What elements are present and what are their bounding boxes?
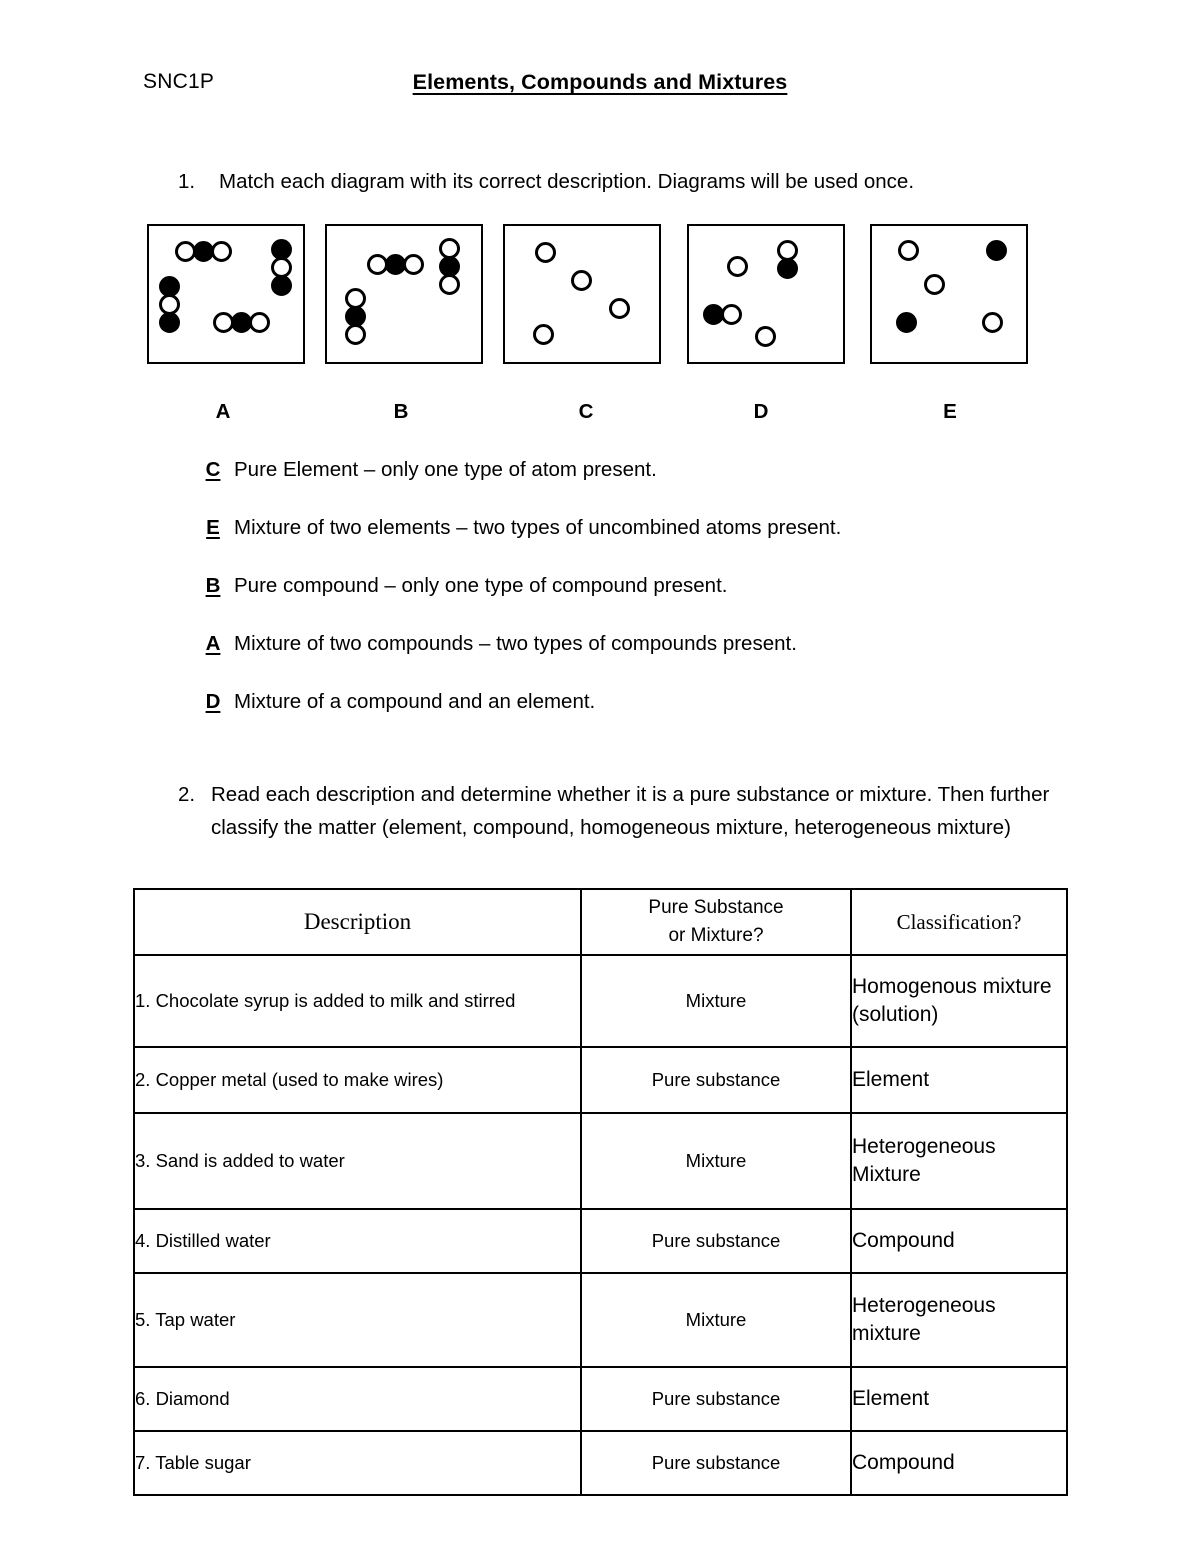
matching-answers: [196, 458, 1096, 748]
atom-white: [535, 242, 556, 263]
atom-white: [249, 312, 270, 333]
table-body: [134, 955, 1067, 1495]
row-4-description: 4. Distilled water: [134, 1209, 581, 1273]
row-7-description: 7. Table sugar: [134, 1431, 581, 1495]
question-1-number: 1.: [178, 170, 196, 193]
row-2-description: 2. Copper metal (used to make wires): [134, 1047, 581, 1113]
answer-letter-4[interactable]: A: [205, 632, 221, 655]
atom-white: [982, 312, 1003, 333]
diagram-label-b: B: [393, 400, 409, 423]
answer-letter-1[interactable]: C: [205, 458, 221, 481]
diagram-boxes-row: [0, 224, 1200, 370]
row-7-classification[interactable]: Compound: [851, 1431, 1067, 1495]
column-header-pure-or-mixture-line1: Pure Substance: [648, 897, 784, 919]
diagram-labels-row: [0, 400, 1200, 428]
diagram-box-b: [325, 224, 483, 364]
answer-line-3: [196, 574, 1096, 632]
column-header-description: Description: [134, 889, 581, 955]
atom-white: [755, 326, 776, 347]
question-1-text: Match each diagram with its correct description. Diagrams will be used once.: [219, 170, 915, 193]
row-5-classification[interactable]: Heterogeneous mixture: [851, 1273, 1067, 1367]
diagram-label-d: D: [753, 400, 769, 423]
answer-line-4: [196, 632, 1096, 690]
row-1-pure-or-mixture[interactable]: Mixture: [581, 955, 851, 1047]
atom-white: [898, 240, 919, 261]
column-header-pure-or-mixture-line2: or Mixture?: [668, 925, 764, 946]
atom-white: [439, 274, 460, 295]
diagram-label-e: E: [943, 400, 957, 423]
row-6-pure-or-mixture[interactable]: Pure substance: [581, 1367, 851, 1431]
row-5-description: 5. Tap water: [134, 1273, 581, 1367]
column-header-pure-or-mixture: [581, 889, 851, 955]
atom-white: [533, 324, 554, 345]
question-2-text: Read each description and determine whether it is a pure substance or mixture. Then further classify the matter (element, compound, homogeneous mixture, heterogeneous mixture): [211, 783, 1050, 840]
atom-white: [403, 254, 424, 275]
answer-line-2: [196, 516, 1096, 574]
atom-white: [345, 324, 366, 345]
page-title: Elements, Compounds and Mixtures: [412, 70, 788, 94]
answer-line-5: [196, 690, 1096, 748]
row-4-classification[interactable]: Compound: [851, 1209, 1067, 1273]
question-1: [178, 168, 1058, 196]
row-3-classification[interactable]: Heterogeneous Mixture: [851, 1113, 1067, 1209]
answer-description-1: Pure Element – only one type of atom present.: [234, 458, 657, 481]
atom-black: [986, 240, 1007, 261]
classification-table-wrapper: [133, 888, 1068, 1496]
table-header: [134, 889, 1067, 955]
diagram-label-a: A: [215, 400, 231, 423]
answer-line-1: [196, 458, 1096, 516]
table-row: [134, 1113, 1067, 1209]
atom-white: [571, 270, 592, 291]
table-row: [134, 955, 1067, 1047]
answer-letter-3[interactable]: B: [205, 574, 221, 597]
diagram-box-d: [687, 224, 845, 364]
atom-black: [896, 312, 917, 333]
answer-description-3: Pure compound – only one type of compound present.: [234, 574, 728, 597]
row-1-description: 1. Chocolate syrup is added to milk and stirred: [134, 955, 581, 1047]
table-row: [134, 1047, 1067, 1113]
course-code: SNC1P: [143, 70, 215, 93]
row-3-description: 3. Sand is added to water: [134, 1113, 581, 1209]
atom-white: [211, 241, 232, 262]
table-row: [134, 1431, 1067, 1495]
column-header-classification: Classification?: [851, 889, 1067, 955]
answer-letter-5[interactable]: D: [205, 690, 221, 713]
row-3-pure-or-mixture[interactable]: Mixture: [581, 1113, 851, 1209]
atom-black: [271, 275, 292, 296]
atom-white: [727, 256, 748, 277]
table-row: [134, 1273, 1067, 1367]
question-2-number: 2.: [178, 783, 196, 806]
table-header-row: [134, 889, 1067, 955]
answer-description-2: Mixture of two elements – two types of uncombined atoms present.: [234, 516, 842, 539]
row-2-classification[interactable]: Element: [851, 1047, 1067, 1113]
answer-letter-2[interactable]: E: [206, 516, 220, 539]
atom-white: [924, 274, 945, 295]
answer-description-5: Mixture of a compound and an element.: [234, 690, 596, 713]
table-row: [134, 1209, 1067, 1273]
row-1-classification[interactable]: Homogenous mixture (solution): [851, 955, 1067, 1047]
classification-table: [133, 888, 1068, 1496]
diagram-box-e: [870, 224, 1028, 364]
row-7-pure-or-mixture[interactable]: Pure substance: [581, 1431, 851, 1495]
question-2: [178, 778, 1068, 845]
atom-white: [721, 304, 742, 325]
row-6-description: 6. Diamond: [134, 1367, 581, 1431]
row-4-pure-or-mixture[interactable]: Pure substance: [581, 1209, 851, 1273]
atom-white: [609, 298, 630, 319]
answer-description-4: Mixture of two compounds – two types of compounds present.: [234, 632, 797, 655]
diagram-box-c: [503, 224, 661, 364]
page-header: [0, 70, 1200, 104]
atom-black: [159, 312, 180, 333]
row-5-pure-or-mixture[interactable]: Mixture: [581, 1273, 851, 1367]
diagram-label-c: C: [578, 400, 594, 423]
table-row: [134, 1367, 1067, 1431]
atom-black: [777, 258, 798, 279]
row-2-pure-or-mixture[interactable]: Pure substance: [581, 1047, 851, 1113]
diagram-box-a: [147, 224, 305, 364]
row-6-classification[interactable]: Element: [851, 1367, 1067, 1431]
